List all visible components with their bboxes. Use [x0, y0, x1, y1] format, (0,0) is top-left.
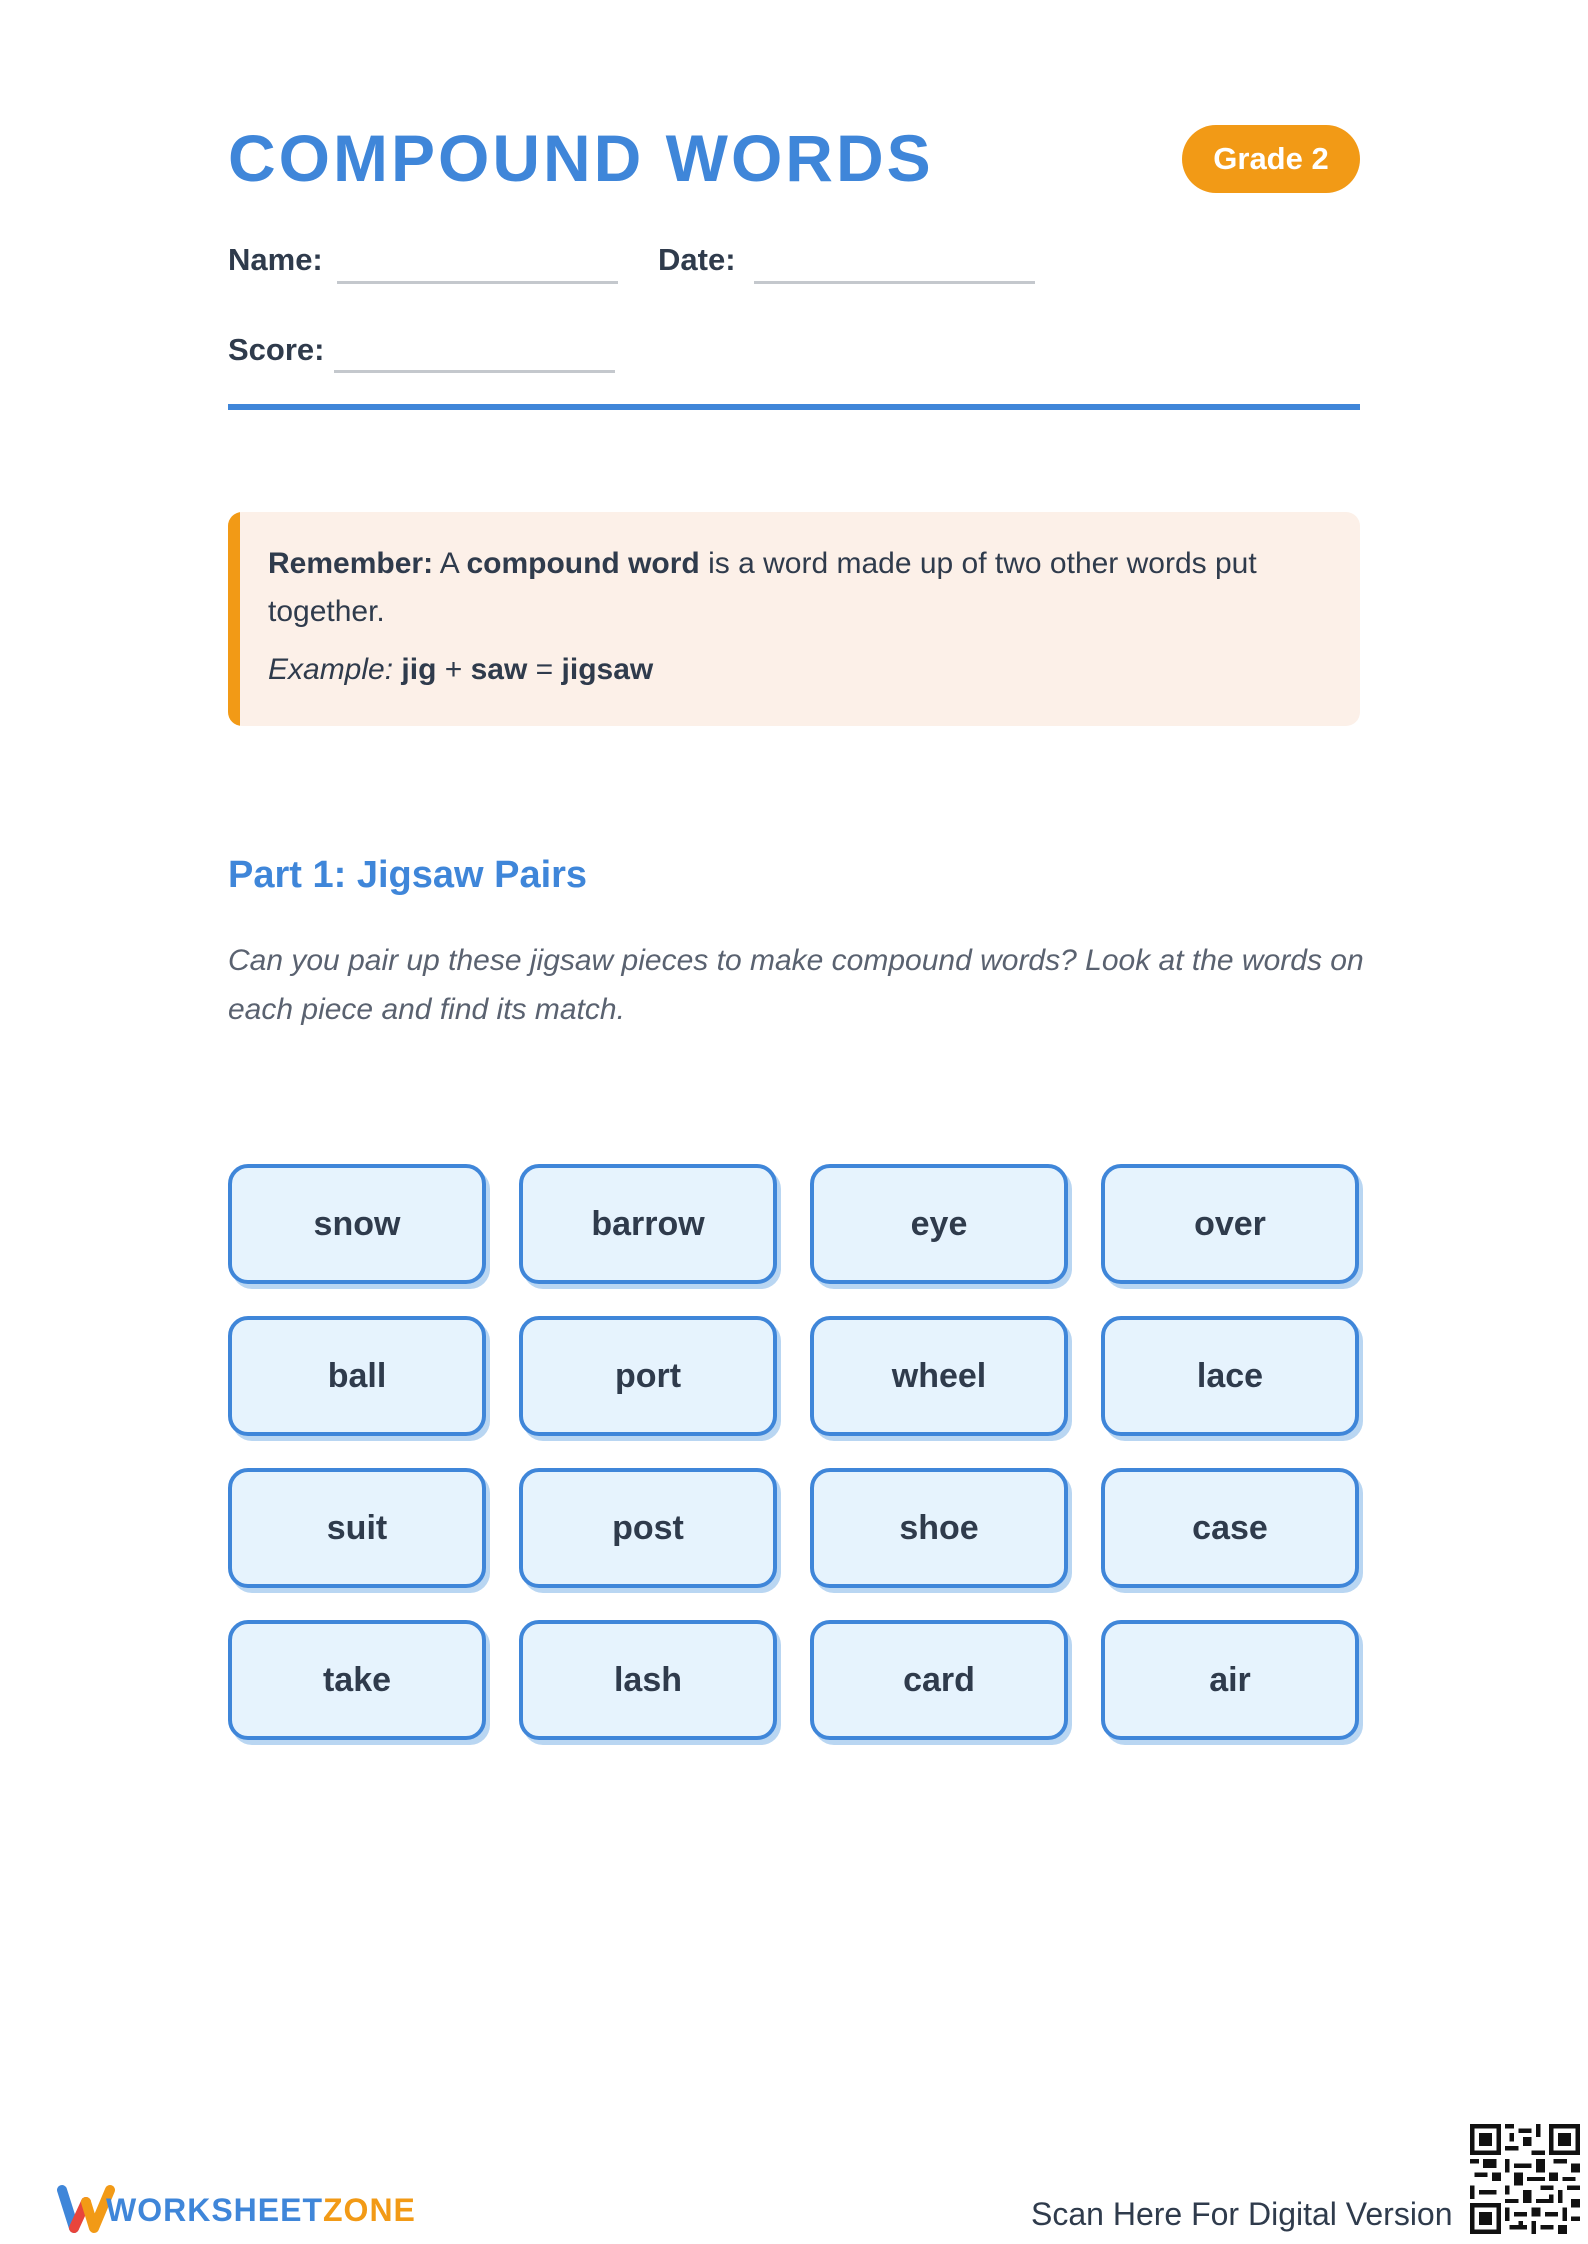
jigsaw-piece[interactable]: snow [228, 1164, 486, 1284]
date-label: Date: [658, 242, 736, 277]
definition-term: compound word [466, 547, 700, 580]
jigsaw-piece[interactable]: suit [228, 1468, 486, 1588]
worksheet-title: COMPOUND WORDS [228, 121, 934, 195]
header-divider [228, 404, 1360, 410]
name-label: Name: [228, 242, 323, 277]
callout-example [268, 646, 653, 694]
definition-text-a: A [433, 547, 467, 580]
jigsaw-piece[interactable]: take [228, 1620, 486, 1740]
jigsaw-piece[interactable]: lash [519, 1620, 777, 1740]
jigsaw-piece[interactable]: air [1101, 1620, 1359, 1740]
example-label: Example: [268, 653, 394, 686]
jigsaw-piece[interactable]: post [519, 1468, 777, 1588]
jigsaw-piece[interactable]: shoe [810, 1468, 1068, 1588]
jigsaw-piece[interactable]: barrow [519, 1164, 777, 1284]
jigsaw-piece[interactable]: ball [228, 1316, 486, 1436]
part1-title: Part 1: Jigsaw Pairs [228, 854, 588, 896]
score-label: Score: [228, 332, 325, 367]
remember-callout [228, 512, 1360, 726]
brand-part-1: WORKSHEET [106, 2192, 323, 2228]
jigsaw-piece[interactable]: port [519, 1316, 777, 1436]
example-result: jigsaw [561, 653, 654, 686]
jigsaw-piece[interactable]: case [1101, 1468, 1359, 1588]
brand-name[interactable] [106, 2188, 416, 2232]
jigsaw-piece[interactable]: wheel [810, 1316, 1068, 1436]
example-plus: + [436, 653, 471, 686]
grade-badge: Grade 2 [1182, 125, 1360, 193]
callout-accent-bar [228, 512, 240, 726]
part1-instructions: Can you pair up these jigsaw pieces to make compound words? Look at the words on each piece and find its match. [228, 944, 1364, 1026]
remember-label: Remember: [268, 547, 434, 580]
scan-text: Scan Here For Digital Version [1031, 2196, 1453, 2232]
example-word-2: saw [470, 653, 528, 686]
jigsaw-piece[interactable]: card [810, 1620, 1068, 1740]
jigsaw-piece[interactable]: eye [810, 1164, 1068, 1284]
jigsaw-grid [228, 1164, 1360, 1740]
qr-code-icon[interactable] [1470, 2124, 1580, 2234]
jigsaw-piece[interactable]: lace [1101, 1316, 1359, 1436]
jigsaw-piece[interactable]: over [1101, 1164, 1359, 1284]
example-word-1: jig [401, 653, 437, 686]
callout-definition [268, 540, 1333, 636]
brand-part-2: ZONE [323, 2192, 416, 2228]
date-field[interactable] [754, 281, 1035, 284]
example-equals: = [527, 653, 562, 686]
score-field[interactable] [334, 370, 615, 373]
definition-text-b: is a word made up of two other words put together. [268, 547, 1257, 628]
name-field[interactable] [337, 281, 618, 284]
